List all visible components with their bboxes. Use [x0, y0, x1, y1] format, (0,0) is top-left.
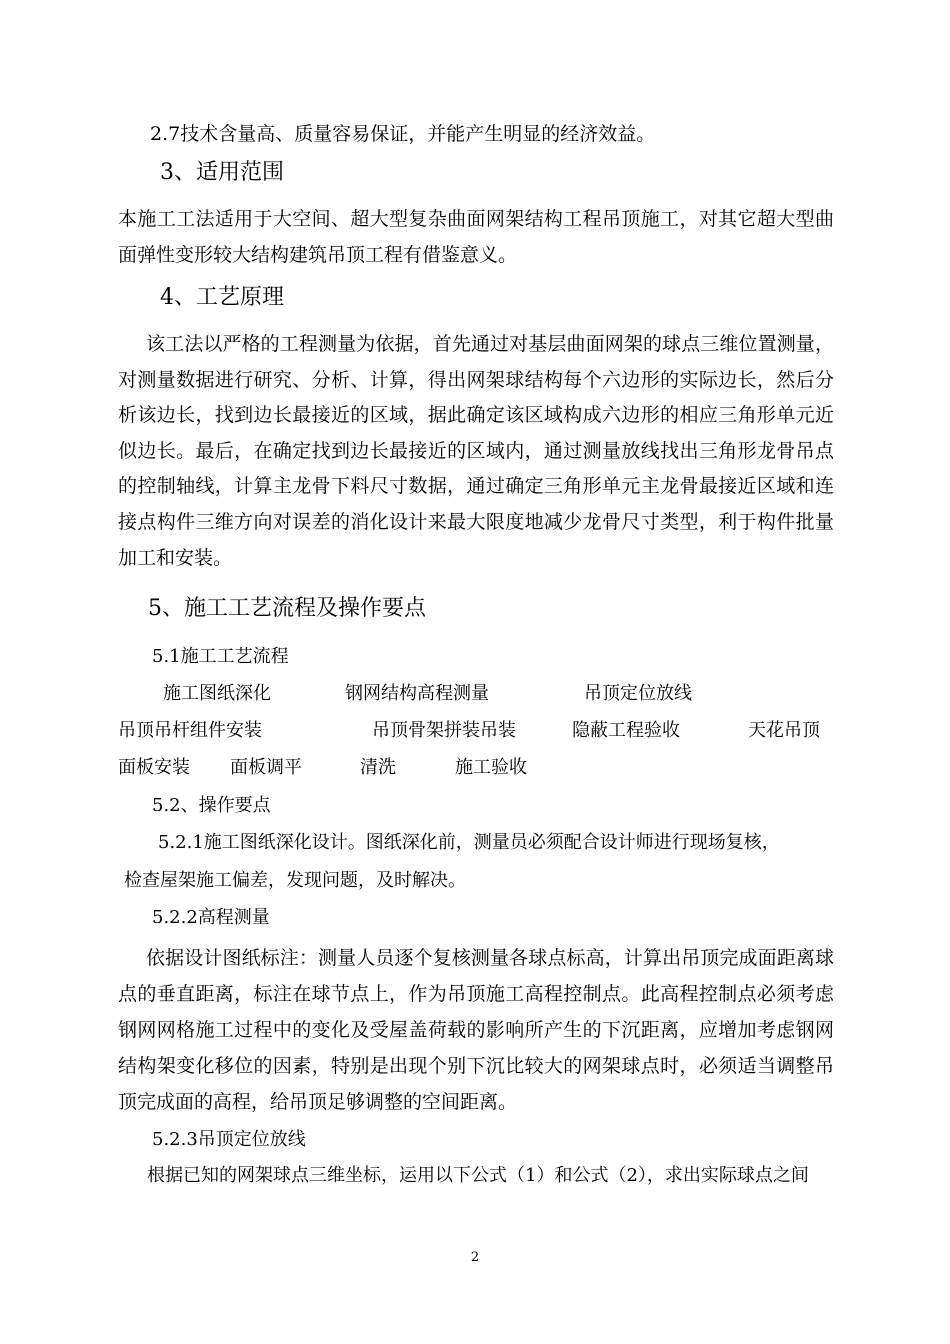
section-4-paragraph: 该工法以严格的工程测量为依据，首先通过对基层曲面网架的球点三维位置测量，对测量数据进行研究、分析、计算，得出网架球结构每个六边形的实际边长，然后分析该边长，找到边长最接近的区域，据此确定该区域构成六边形的相应三角形单元近似边长。最后，在确定找到边长最接近的区域内，通过测量放线找出三角形龙骨吊点的控制轴线，计算主龙骨下料尺寸数据，通过确定三角形单元主龙骨最接近区域和连接点构件三维方向对误差的消化设计来最大限度地减少龙骨尺寸类型，利于构件批量加工和安装。 — [118, 333, 834, 569]
subsection-5-2-2: 5.2.2高程测量 — [152, 907, 270, 928]
flow-step: 施工图纸深化 — [163, 683, 271, 704]
flow-step: 施工验收 — [455, 757, 527, 778]
flow-step: 吊顶定位放线 — [584, 683, 692, 704]
subsection-5-1: 5.1施工工艺流程 — [152, 646, 289, 667]
flow-step: 面板安装 — [118, 757, 190, 778]
flow-step: 天花吊顶 — [748, 720, 820, 741]
section-5-2-3-paragraph: 根据已知的网架球点三维坐标，运用以下公式（1）和公式（2），求出实际球点之间 — [147, 1165, 809, 1186]
flow-step: 隐蔽工程验收 — [572, 720, 680, 741]
section-5-2-2-paragraph: 依据设计图纸标注：测量人员逐个复核测量各球点标高，计算出吊顶完成面距离球点的垂直距离，标注在球节点上，作为吊顶施工高程控制点。此高程控制点必须考虑钢网网格施工过程中的变化及受屋盖荷载的影响所产生的下沉距离，应增加考虑钢网结构架变化移位的因素，特别是出现个别下沉比较大的网架球点时，必须适当调整吊顶完成面的高程，给吊顶足够调整的空间距离。 — [118, 947, 834, 1113]
section-3-paragraph: 本施工工法适用于大空间、超大型复杂曲面网架结构工程吊顶施工，对其它超大型曲面弹性变形较大结构建筑吊顶工程有借鉴意义。 — [118, 208, 834, 266]
subsection-5-2-3: 5.2.3吊顶定位放线 — [152, 1129, 306, 1150]
section-4-heading: 4、工艺原理 — [160, 285, 284, 310]
flow-step: 吊顶骨架拼装吊装 — [372, 720, 516, 741]
clause-5-2-1-line1: 5.2.1施工图纸深化设计。图纸深化前，测量员必须配合设计师进行现场复核， — [158, 832, 780, 853]
flow-step: 吊顶吊杆组件安装 — [118, 720, 262, 741]
section-3-heading: 3、适用范围 — [160, 160, 284, 185]
clause-5-2-1-line2: 检查屋架施工偏差，发现问题，及时解决。 — [124, 870, 466, 891]
clause-2-7: 2.7技术含量高、质量容易保证，并能产生明显的经济效益。 — [150, 123, 656, 145]
flow-step: 面板调平 — [230, 757, 302, 778]
page-number: 2 — [470, 1250, 480, 1265]
flow-step: 钢网结构高程测量 — [345, 683, 489, 704]
flow-step: 清洗 — [360, 757, 396, 778]
section-5-heading: 5、施工工艺流程及操作要点 — [148, 596, 426, 621]
subsection-5-2: 5.2、操作要点 — [152, 795, 271, 816]
